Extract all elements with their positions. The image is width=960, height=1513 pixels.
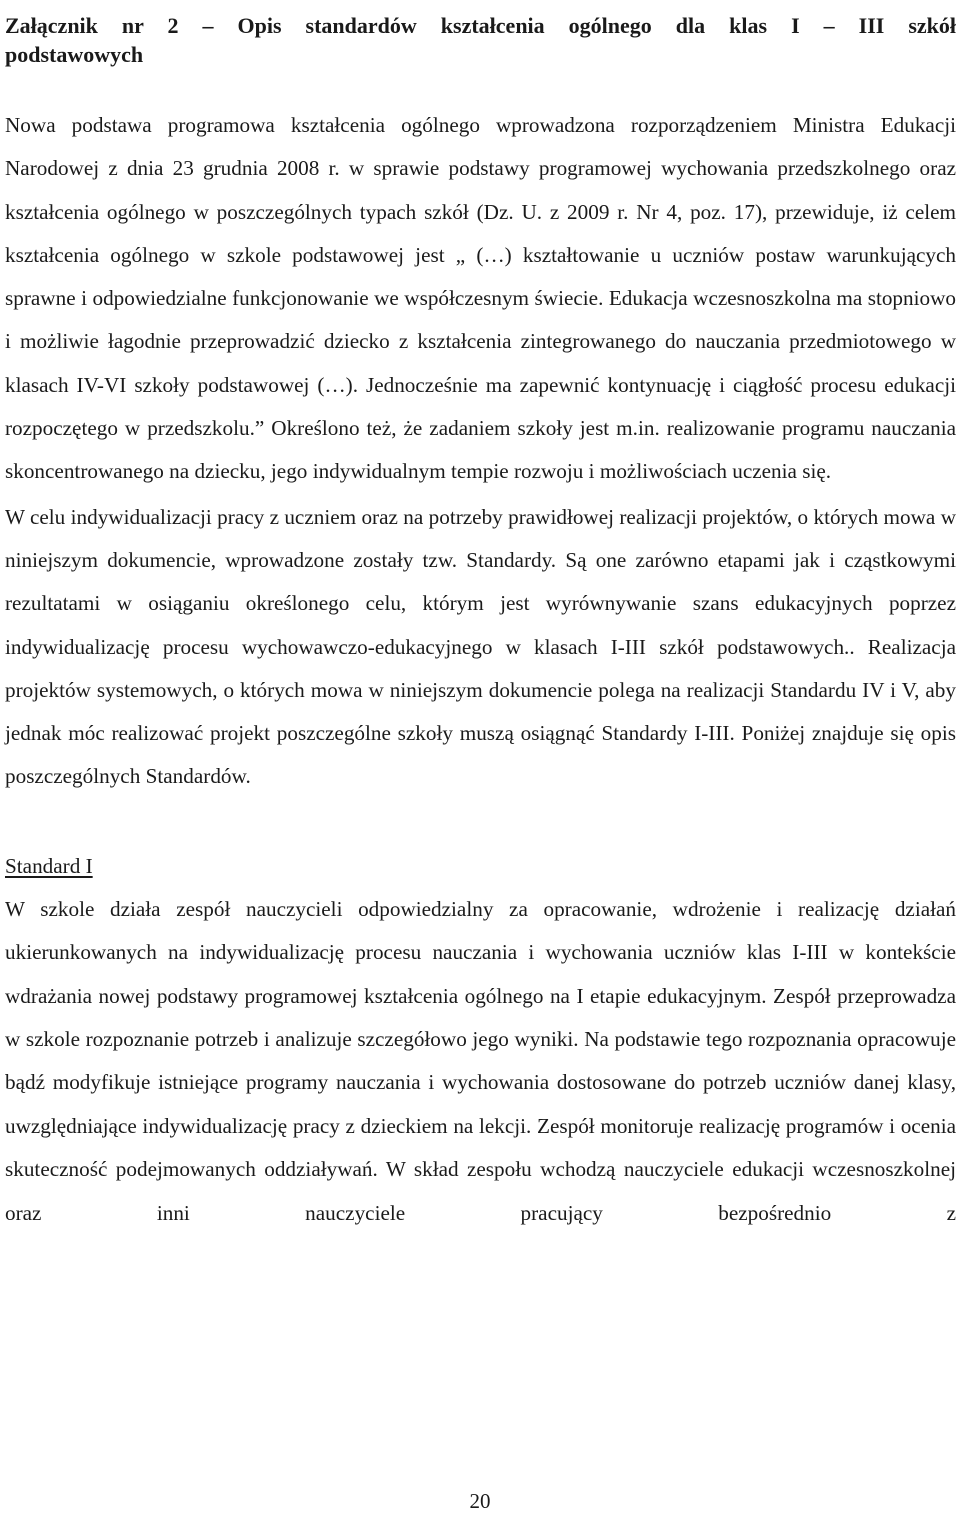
document-title-line-1: Załącznik nr 2 – Opis standardów kształcenia ogólnego dla klas I – III szkół [5,13,956,38]
page-number: 20 [469,1489,491,1513]
standard-1-text: W szkole działa zespół nauczycieli odpowiedzialny za opracowanie, wdrożenie i realizację działań ukierunkowanych na indywidualizację procesu nauczania i wychowania uczniów klas I-III w kontekście wdrażania nowej podstawy programowej kształcenia ogólnego na I etapie edukacyjnym. Zespół przeprowadza w szkole rozpoznanie potrzeb i analizuje szczegółowo jego wyniki. Na podstawie tego rozpoznania opracowuje bądź modyfikuje istniejące programy nauczania i wychowania dostosowane do potrzeb uczniów danej klasy, uwzględniające indywidualizację pracy z dzieckiem na lekcji. Zespół monitoruje realizację programów i ocenia skuteczność podejmowanych oddziaływań. W skład zespołu wchodzą nauczyciele edukacji wczesnoszkolnej oraz inni nauczyciele pracujący bezpośrednio z [5,896,956,1225]
document-title-line-2: podstawowych [5,42,144,67]
standards-paragraph: W celu indywidualizacji pracy z uczniem oraz na potrzeby prawidłowej realizacji projektów, o których mowa w niniejszym dokumencie, wprowadzone zostały tzw. Standardy. Są one zarówno etapami jak i cząstkowymi rezultatami w osiąganiu określonego celu, którym jest wyrównywanie szans edukacyjnych poprzez indywidualizację procesu wychowawczo-edukacyjnego w klasach I-III szkół podstawowych.. Realizacja projektów systemowych, o których mowa w niniejszym dokumencie polega na realizacji Standardu IV i V, aby jednak móc realizować projekt poszczególne szkoły muszą osiągnąć Standardy I-III. Poniżej znajduje się opis poszczególnych Standardów. [5,504,956,789]
intro-paragraph: Nowa podstawa programowa kształcenia ogólnego wprowadzona rozporządzeniem Ministra Edukacji Narodowej z dnia 23 grudnia 2008 r. w sprawie podstawy programowej wychowania przedszkolnego oraz kształcenia ogólnego w poszczególnych typach szkół (Dz. U. z 2009 r. Nr 4, poz. 17), przewiduje, iż celem kształcenia ogólnego w szkole podstawowej jest „ (…) kształtowanie u uczniów postaw warunkujących sprawne i odpowiedzialne funkcjonowanie we współczesnym świecie. Edukacja wczesnoszkolna ma stopniowo i możliwie łagodnie przeprowadzić dziecko z kształcenia zintegrowanego do nauczania przedmiotowego w klasach IV-VI szkoły podstawowej (…). Jednocześnie ma zapewnić kontynuację i ciągłość procesu edukacji rozpoczętego w przedszkolu.” Określono też, że zadaniem szkoły jest m.in. realizowanie programu nauczania skoncentrowanego na dziecku, jego indywidualnym tempie rozwoju i możliwościach uczenia się. [5,113,956,484]
standard-1-heading: Standard I [5,853,93,878]
document-page [5,0,956,1235]
document-title [5,0,956,69]
